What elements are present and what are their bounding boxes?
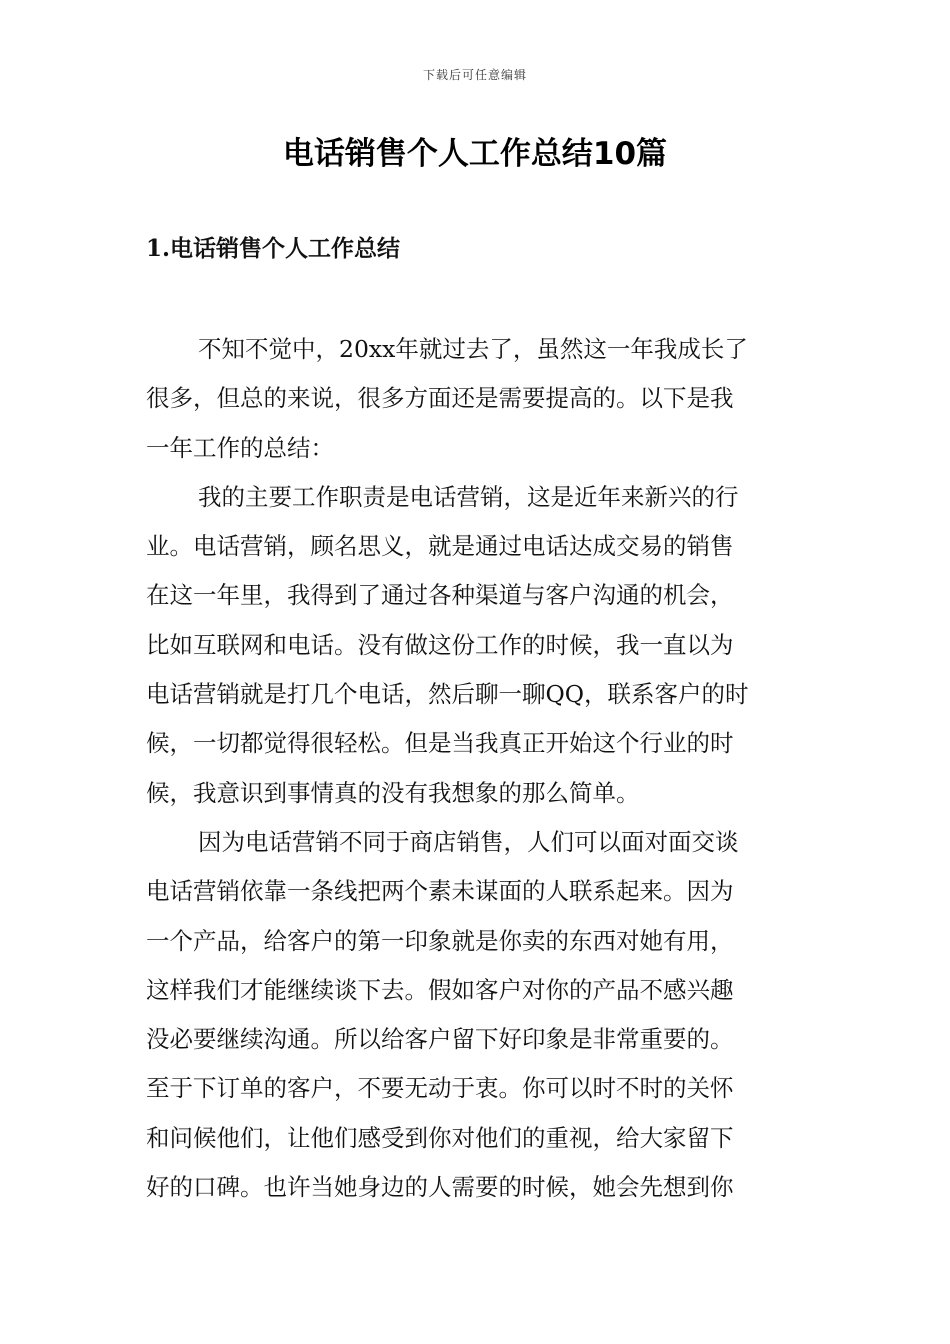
- document-title: 电话销售个人工作总结10篇: [282, 136, 668, 172]
- paragraph-line: 在这一年里，我得到了通过各种渠道与客户沟通的机会，: [146, 581, 734, 610]
- paragraph-line: 至于下订单的客户，不要无动于衷。你可以时不时的关怀: [146, 1074, 734, 1103]
- paragraph-line: 因为电话营销不同于商店销售，人们可以面对面交谈: [198, 827, 739, 856]
- paragraph-line: 电话营销就是打几个电话，然后聊一聊QQ，联系客户的时: [146, 680, 749, 709]
- paragraph-line: 没必要继续沟通。所以给客户留下好印象是非常重要的。: [146, 1025, 734, 1054]
- section-heading: 1.电话销售个人工作总结: [146, 235, 401, 262]
- body-text: [146, 325, 808, 1212]
- paragraph-line: 比如互联网和电话。没有做这份工作的时候，我一直以为: [146, 630, 734, 659]
- paragraph-line: 好的口碑。也许当她身边的人需要的时候，她会先想到你: [146, 1173, 734, 1202]
- paragraph-line: 候，我意识到事情真的没有我想象的那么简单。: [146, 778, 640, 807]
- header-note: 下载后可任意编辑: [422, 68, 527, 82]
- paragraph-line: 我的主要工作职责是电话营销，这是近年来新兴的行: [198, 482, 739, 511]
- paragraph-line: 业。电话营销，顾名思义，就是通过电话达成交易的销售: [146, 532, 734, 561]
- paragraph-line: 和问候他们，让他们感受到你对他们的重视，给大家留下: [146, 1123, 734, 1152]
- paragraph-line: 这样我们才能继续谈下去。假如客户对你的产品不感兴趣: [146, 975, 734, 1004]
- paragraph-line: 不知不觉中，20xx年就过去了，虽然这一年我成长了: [198, 335, 748, 363]
- paragraph-line: 电话营销依靠一条线把两个素未谋面的人联系起来。因为: [146, 877, 734, 906]
- paragraph-line: 一个产品，给客户的第一印象就是你卖的东西对她有用，: [146, 926, 734, 955]
- paragraph-line: 很多，但总的来说，很多方面还是需要提高的。以下是我: [146, 384, 734, 413]
- paragraph-line: 候，一切都觉得很轻松。但是当我真正开始这个行业的时: [146, 729, 734, 758]
- paragraph-line: 一年工作的总结：: [146, 433, 334, 462]
